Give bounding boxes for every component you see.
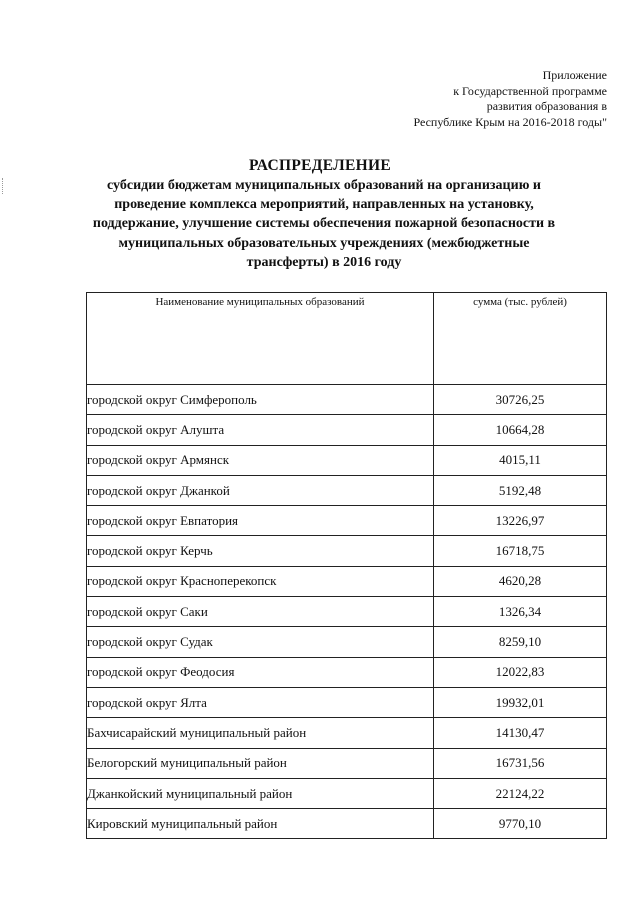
table-row bbox=[87, 566, 607, 596]
municipality-name: городской округ Феодосия bbox=[87, 657, 434, 687]
municipality-name: Белогорский муниципальный район bbox=[87, 748, 434, 778]
municipality-name: Кировский муниципальный район bbox=[87, 809, 434, 839]
municipality-name: городской округ Керчь bbox=[87, 536, 434, 566]
subsidy-amount: 30726,25 bbox=[434, 385, 607, 415]
table-row bbox=[87, 748, 607, 778]
subsidy-amount: 19932,01 bbox=[434, 687, 607, 717]
table-row bbox=[87, 778, 607, 808]
municipality-name: городской округ Евпатория bbox=[87, 506, 434, 536]
table-row bbox=[87, 506, 607, 536]
subtitle-line: трансферты) в 2016 году bbox=[246, 254, 402, 270]
header-amount: сумма (тыс. рублей) bbox=[434, 293, 607, 385]
distribution-table bbox=[86, 292, 607, 839]
municipality-name: городской округ Саки bbox=[87, 597, 434, 627]
subsidy-amount: 14130,47 bbox=[434, 718, 607, 748]
table-row bbox=[87, 475, 607, 505]
table-row bbox=[87, 597, 607, 627]
scan-margin-mark bbox=[2, 178, 4, 194]
municipality-name: городской округ Ялта bbox=[87, 687, 434, 717]
appendix-line: развития образования в bbox=[486, 99, 607, 113]
appendix-block bbox=[413, 68, 607, 130]
subtitle-line: проведение комплекса мероприятий, направленных на установку, bbox=[114, 197, 534, 213]
document-subtitle bbox=[60, 176, 588, 272]
table-row bbox=[87, 657, 607, 687]
table-header-row bbox=[87, 293, 607, 385]
table-row bbox=[87, 415, 607, 445]
municipality-name: городской округ Алушта bbox=[87, 415, 434, 445]
municipality-name: городской округ Джанкой bbox=[87, 475, 434, 505]
municipality-name: городской округ Симферополь bbox=[87, 385, 434, 415]
table-row bbox=[87, 718, 607, 748]
document-title: РАСПРЕДЕЛЕНИЕ bbox=[249, 157, 391, 174]
subsidy-amount: 5192,48 bbox=[434, 475, 607, 505]
subtitle-line: субсидии бюджетам муниципальных образований на организацию и bbox=[107, 178, 541, 193]
municipality-name: Бахчисарайский муниципальный район bbox=[87, 718, 434, 748]
table-row bbox=[87, 687, 607, 717]
subsidy-amount: 1326,34 bbox=[434, 597, 607, 627]
table-row bbox=[87, 385, 607, 415]
header-municipality: Наименование муниципальных образований bbox=[87, 293, 434, 385]
subtitle-line: муниципальных образовательных учреждениях (межбюджетные bbox=[118, 235, 530, 251]
table-row bbox=[87, 627, 607, 657]
subsidy-amount: 4015,11 bbox=[434, 445, 607, 475]
table-row bbox=[87, 536, 607, 566]
subsidy-amount: 4620,28 bbox=[434, 566, 607, 596]
subsidy-amount: 9770,10 bbox=[434, 809, 607, 839]
municipality-name: городской округ Армянск bbox=[87, 445, 434, 475]
subsidy-amount: 16731,56 bbox=[434, 748, 607, 778]
subsidy-amount: 10664,28 bbox=[434, 415, 607, 445]
appendix-line: Приложение bbox=[542, 68, 607, 82]
table-row bbox=[87, 809, 607, 839]
subtitle-line: поддержание, улучшение системы обеспечения пожарной безопасности в bbox=[92, 216, 556, 232]
table-body bbox=[87, 385, 607, 839]
subsidy-amount: 22124,22 bbox=[434, 778, 607, 808]
municipality-name: Джанкойский муниципальный район bbox=[87, 778, 434, 808]
municipality-name: городской округ Красноперекопск bbox=[87, 566, 434, 596]
subsidy-amount: 8259,10 bbox=[434, 627, 607, 657]
appendix-line: Республике Крым на 2016-2018 годы" bbox=[413, 114, 607, 129]
table-row bbox=[87, 445, 607, 475]
subsidy-amount: 13226,97 bbox=[434, 506, 607, 536]
appendix-line: к Государственной программе bbox=[453, 83, 607, 98]
subsidy-amount: 12022,83 bbox=[434, 657, 607, 687]
municipality-name: городской округ Судак bbox=[87, 627, 434, 657]
subsidy-amount: 16718,75 bbox=[434, 536, 607, 566]
